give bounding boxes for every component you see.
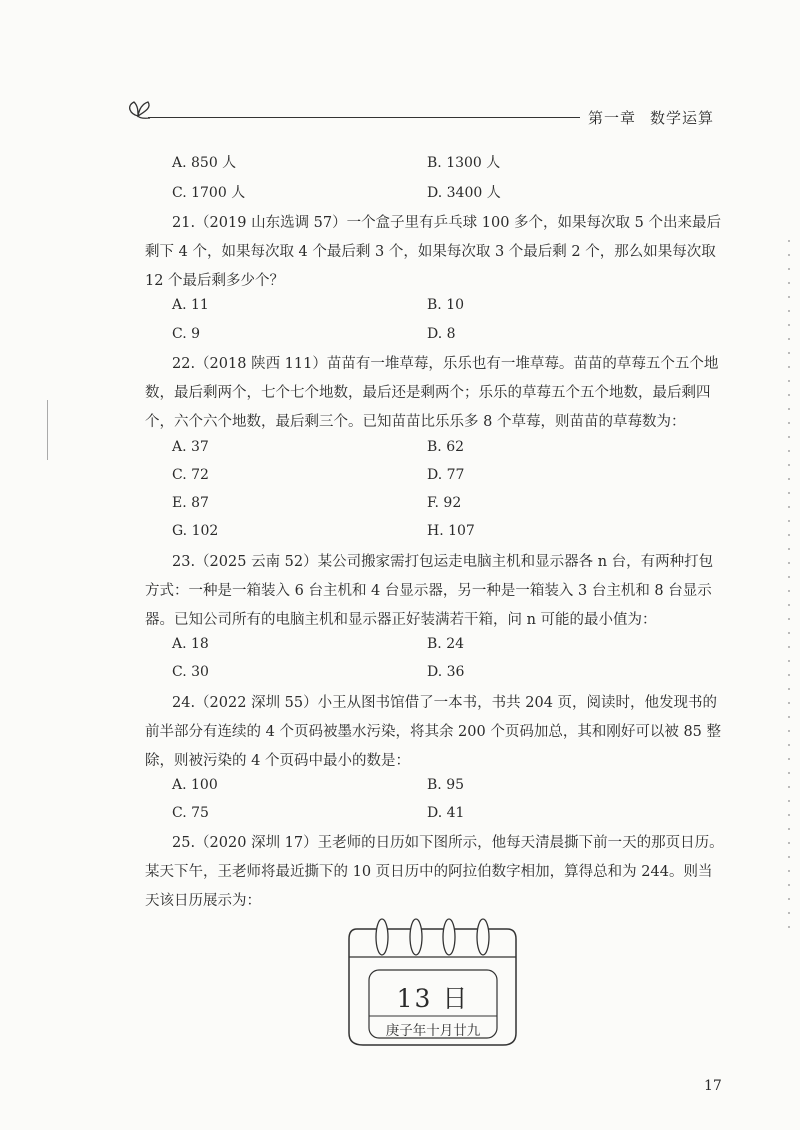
q22-option-b: B. 62 <box>427 439 465 455</box>
calendar-ring-1 <box>376 919 388 955</box>
q23-option-a: A. 18 <box>172 636 209 652</box>
question-21 <box>145 209 725 296</box>
question-23 <box>145 548 725 635</box>
q23-option-d: D. 36 <box>427 664 465 680</box>
q22-option-h: H. 107 <box>427 523 475 539</box>
q22-option-g: G. 102 <box>172 523 219 539</box>
question-25-text: 25.（2020 深圳 17）王老师的日历如下图所示，他每天清晨撕下前一天的那页日历。某天下午，王老师将最近撕下的 10 页日历中的阿拉伯数字相加，算得总和为 244。则当天该日历展示为： <box>145 835 724 909</box>
q20-option-b: B. 1300 人 <box>427 155 501 171</box>
q22-option-f: F. 92 <box>427 495 462 511</box>
q21-option-b: B. 10 <box>427 297 465 313</box>
question-24 <box>145 689 725 776</box>
question-21-text: 21.（2019 山东选调 57）一个盒子里有乒乓球 100 多个，如果每次取 5 个出来最后剩下 4 个，如果每次取 4 个最后剩 3 个，如果每次取 3 个最后剩 2 个，那么如果每次取 12 个最后剩多少个？ <box>145 215 721 289</box>
q24-option-c: C. 75 <box>172 805 209 821</box>
question-22-text: 22.（2018 陕西 111）苗苗有一堆草莓，乐乐也有一堆草莓。苗苗的草莓五个五个地数，最后剩两个，七个七个地数，最后还是剩两个；乐乐的草莓五个五个地数，最后剩四个，六个六个地数，最后剩三个。已知苗苗比乐乐多 8 个草莓，则苗苗的草莓数为： <box>145 356 719 430</box>
question-23-text: 23.（2025 云南 52）某公司搬家需打包运走电脑主机和显示器各 n 台，有两种打包方式：一种是一箱装入 6 台主机和 4 台显示器，另一种是一箱装入 3 台主机和 8 台显示器。已知公司所有的电脑主机和显示器正好装满若干箱，问 n 可能的最小值为： <box>145 554 714 628</box>
q24-option-a: A. 100 <box>172 777 218 793</box>
q20-option-c: C. 1700 人 <box>172 185 246 201</box>
calendar-ring-4 <box>477 919 489 955</box>
question-25 <box>145 829 725 916</box>
q22-option-c: C. 72 <box>172 467 209 483</box>
q20-option-a: A. 850 人 <box>172 155 237 171</box>
q22-option-d: D. 77 <box>427 467 465 483</box>
q23-option-b: B. 24 <box>427 636 465 652</box>
chapter-number: 第一章 <box>588 109 637 127</box>
q20-option-d: D. 3400 人 <box>427 185 501 201</box>
q21-option-d: D. 8 <box>427 326 456 342</box>
calendar-figure <box>345 915 520 1050</box>
chapter-header <box>588 107 714 128</box>
page-number: 17 <box>704 1078 722 1094</box>
q21-option-a: A. 11 <box>172 297 209 313</box>
calendar-ring-3 <box>443 919 455 955</box>
calendar-day: 13 日 <box>396 984 470 1013</box>
q23-option-c: C. 30 <box>172 664 209 680</box>
q22-option-e: E. 87 <box>172 495 209 511</box>
q24-option-b: B. 95 <box>427 777 465 793</box>
q24-option-d: D. 41 <box>427 805 465 821</box>
question-24-text: 24.（2022 深圳 55）小王从图书馆借了一本书，书共 204 页，阅读时，他发现书的前半部分有连续的 4 个页码被墨水污染，将其余 200 个页码加总，其和刚好可以被 85 整除，则被污染的 4 个页码中最小的数是： <box>145 695 722 769</box>
q22-option-a: A. 37 <box>172 439 209 455</box>
question-22 <box>145 350 725 437</box>
sprout-icon <box>120 96 156 122</box>
q21-option-c: C. 9 <box>172 326 201 342</box>
calendar-ring-2 <box>410 919 422 955</box>
calendar-lunar-date: 庚子年十月廿九 <box>385 1023 481 1039</box>
chapter-title: 数学运算 <box>650 109 715 127</box>
header-rule <box>148 117 580 118</box>
margin-marks <box>788 240 790 940</box>
margin-mark-left <box>47 400 48 460</box>
